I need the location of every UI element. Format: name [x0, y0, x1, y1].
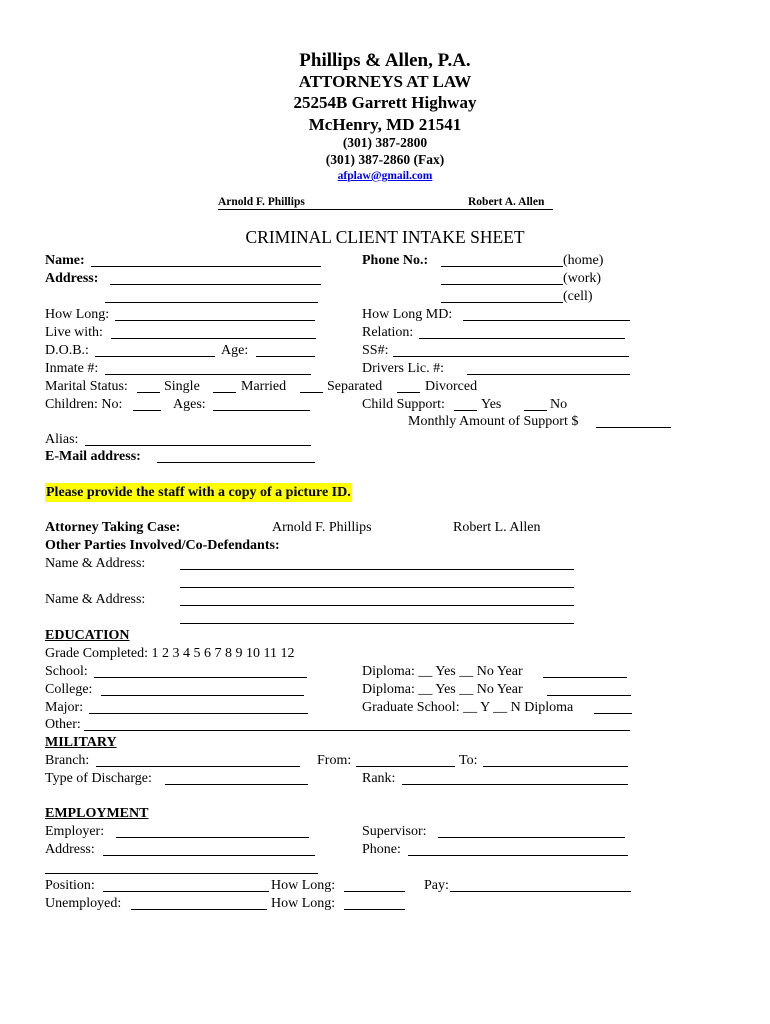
inmate-label: Inmate #:: [45, 361, 99, 376]
unemployed-label: Unemployed:: [45, 896, 122, 911]
graduate-diploma-field[interactable]: [594, 713, 632, 714]
live-with-field[interactable]: [111, 338, 316, 339]
ssn-label: SS#:: [362, 343, 389, 358]
firm-fax: (301) 387-2860 (Fax): [325, 152, 445, 167]
married-checkbox[interactable]: [213, 392, 236, 393]
other-label: Other:: [45, 717, 81, 732]
unemployed-field[interactable]: [131, 909, 267, 910]
education-heading: EDUCATION: [45, 628, 130, 643]
firm-street: 25254B Garrett Highway: [293, 93, 477, 112]
address-label: Address:: [45, 271, 99, 286]
position-how-long-label: How Long:: [271, 878, 336, 893]
child-support-no-label: No: [550, 397, 568, 412]
relation-label: Relation:: [362, 325, 414, 340]
married-label: Married: [241, 379, 287, 394]
alias-field[interactable]: [85, 445, 311, 446]
military-heading: MILITARY: [45, 735, 117, 750]
address-field[interactable]: [110, 284, 321, 285]
name-address-field-1b[interactable]: [180, 587, 574, 588]
single-checkbox[interactable]: [137, 392, 160, 393]
picture-id-notice: [45, 486, 352, 500]
diploma-year-field-1[interactable]: [543, 677, 627, 678]
name-address-label-1: Name & Address:: [45, 556, 146, 571]
child-support-label: Child Support:: [362, 397, 445, 412]
unemployed-how-long-field[interactable]: [344, 909, 405, 910]
monthly-support-label: Monthly Amount of Support $: [408, 414, 579, 429]
supervisor-field[interactable]: [438, 837, 625, 838]
pay-label: Pay:: [424, 878, 449, 893]
name-address-field-2b[interactable]: [180, 623, 574, 624]
how-long-label: How Long:: [45, 307, 110, 322]
discharge-label: Type of Discharge:: [45, 771, 152, 786]
name-address-label-2: Name & Address:: [45, 592, 146, 607]
work-phone-field[interactable]: [441, 284, 563, 285]
attorney-option-phillips[interactable]: Arnold F. Phillips: [272, 520, 372, 535]
pay-field[interactable]: [450, 891, 631, 892]
form-title: CRIMINAL CLIENT INTAKE SHEET: [245, 227, 525, 247]
unemployed-how-long-label: How Long:: [271, 896, 336, 911]
email-address-field[interactable]: [157, 462, 315, 463]
phone-label: Phone No.:: [362, 253, 429, 268]
school-label: School:: [45, 664, 88, 679]
alias-label: Alias:: [45, 432, 79, 447]
graduate-school-label: Graduate School: __ Y __ N Diploma: [362, 700, 574, 715]
picture-id-notice-text: Please provide the staff with a copy of a picture ID.: [46, 485, 351, 500]
inmate-field[interactable]: [105, 374, 311, 375]
employer-address-label: Address:: [45, 842, 95, 857]
drivers-lic-label: Drivers Lic. #:: [362, 361, 445, 376]
branch-label: Branch:: [45, 753, 90, 768]
name-label: Name:: [45, 253, 85, 268]
age-field[interactable]: [256, 356, 315, 357]
employer-phone-field[interactable]: [408, 855, 628, 856]
diploma-label-2: Diploma: __ Yes __ No Year: [362, 682, 523, 697]
divorced-checkbox[interactable]: [397, 392, 420, 393]
attorney-left-name: Arnold F. Phillips: [218, 196, 305, 208]
address-field-2[interactable]: [105, 302, 318, 303]
position-label: Position:: [45, 878, 95, 893]
separated-label: Separated: [327, 379, 383, 394]
from-field[interactable]: [356, 766, 455, 767]
employer-address-field[interactable]: [103, 855, 315, 856]
ssn-field[interactable]: [393, 356, 629, 357]
child-support-yes-checkbox[interactable]: [454, 410, 477, 411]
age-label: Age:: [221, 343, 249, 358]
position-how-long-field[interactable]: [344, 891, 405, 892]
attorney-right-name: Robert A. Allen: [468, 196, 545, 208]
college-field[interactable]: [101, 695, 304, 696]
name-field[interactable]: [91, 266, 321, 267]
employer-field[interactable]: [116, 837, 309, 838]
home-phone-field[interactable]: [441, 266, 563, 267]
children-field[interactable]: [133, 410, 161, 411]
diploma-label-1: Diploma: __ Yes __ No Year: [362, 664, 523, 679]
school-field[interactable]: [94, 677, 307, 678]
child-support-yes-label: Yes: [481, 397, 502, 412]
how-long-field[interactable]: [115, 320, 315, 321]
employer-address-field-2[interactable]: [45, 873, 318, 874]
attorney-option-allen[interactable]: Robert L. Allen: [453, 520, 541, 535]
attorney-underline: [218, 209, 553, 210]
major-label: Major:: [45, 700, 84, 715]
major-field[interactable]: [89, 713, 308, 714]
dob-field[interactable]: [95, 356, 215, 357]
branch-field[interactable]: [96, 766, 300, 767]
work-label: (work): [563, 271, 602, 286]
rank-label: Rank:: [362, 771, 396, 786]
relation-field[interactable]: [419, 338, 625, 339]
drivers-lic-field[interactable]: [467, 374, 630, 375]
firm-email-link[interactable]: afplaw@gmail.com: [337, 170, 433, 182]
employer-phone-label: Phone:: [362, 842, 401, 857]
to-label: To:: [459, 753, 478, 768]
dob-label: D.O.B.:: [45, 343, 89, 358]
grade-completed-label[interactable]: Grade Completed: 1 2 3 4 5 6 7 8 9 10 11 12: [45, 646, 295, 661]
attorney-taking-label: Attorney Taking Case:: [45, 520, 181, 535]
cell-label: (cell): [563, 289, 593, 304]
discharge-field[interactable]: [165, 784, 308, 785]
to-field[interactable]: [483, 766, 628, 767]
how-long-md-label: How Long MD:: [362, 307, 453, 322]
cell-phone-field[interactable]: [441, 302, 563, 303]
employment-heading: EMPLOYMENT: [45, 806, 149, 821]
college-label: College:: [45, 682, 93, 697]
firm-city: McHenry, MD 21541: [308, 115, 462, 134]
ages-field[interactable]: [213, 410, 310, 411]
name-address-field-1a[interactable]: [180, 569, 574, 570]
how-long-md-field[interactable]: [463, 320, 630, 321]
other-field[interactable]: [84, 730, 630, 731]
rank-field[interactable]: [402, 784, 628, 785]
child-support-no-checkbox[interactable]: [524, 410, 547, 411]
live-with-label: Live with:: [45, 325, 103, 340]
name-address-field-2a[interactable]: [180, 605, 574, 606]
other-parties-label: Other Parties Involved/Co-Defendants:: [45, 538, 280, 553]
firm-tagline: ATTORNEYS AT LAW: [298, 72, 472, 91]
email-address-label: E-Mail address:: [45, 449, 141, 464]
ages-label: Ages:: [173, 397, 206, 412]
children-label: Children: No:: [45, 397, 123, 412]
firm-phone: (301) 387-2800: [342, 135, 428, 150]
firm-name: Phillips & Allen, P.A.: [299, 50, 471, 71]
employer-label: Employer:: [45, 824, 105, 839]
home-label: (home): [563, 253, 604, 268]
divorced-label: Divorced: [425, 379, 478, 394]
single-label: Single: [164, 379, 200, 394]
supervisor-label: Supervisor:: [362, 824, 427, 839]
position-field[interactable]: [103, 891, 269, 892]
separated-checkbox[interactable]: [300, 392, 323, 393]
from-label: From:: [317, 753, 352, 768]
diploma-year-field-2[interactable]: [547, 695, 631, 696]
marital-status-label: Marital Status:: [45, 379, 128, 394]
monthly-support-field[interactable]: [596, 427, 671, 428]
